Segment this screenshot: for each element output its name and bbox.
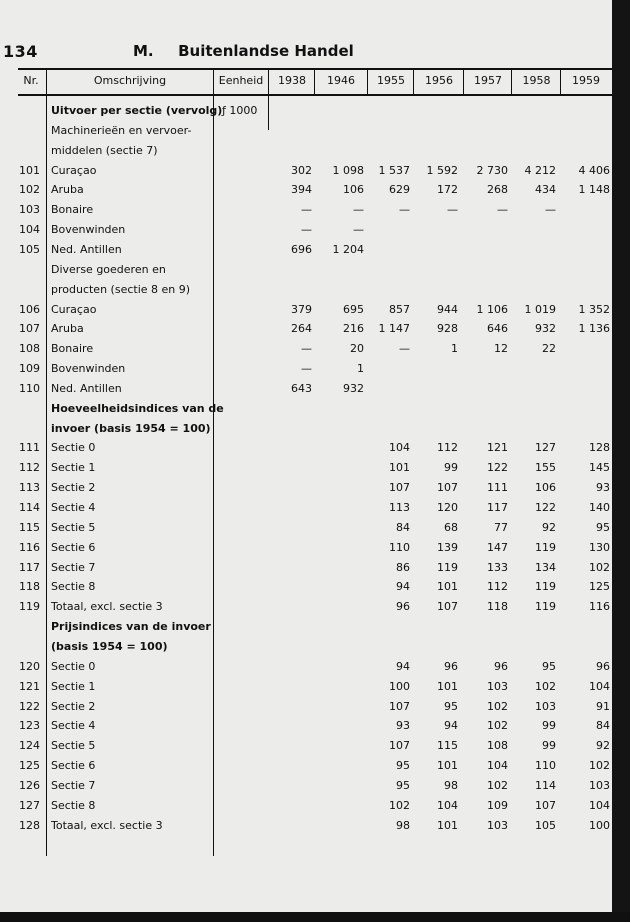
cell-1958: 434 (535, 183, 556, 197)
table-row (0, 481, 612, 501)
cell-1938: 302 (291, 163, 312, 177)
table-row (0, 660, 612, 680)
cell-1958: 99 (542, 719, 556, 733)
table-row (0, 422, 612, 442)
row-number: 112 (19, 461, 40, 475)
table-row (0, 819, 612, 839)
row-description: Totaal, excl. sectie 3 (51, 818, 163, 832)
row-number: 124 (19, 739, 40, 753)
cell-1959: 92 (596, 739, 610, 753)
cell-1956: 104 (437, 798, 458, 812)
header-bottom-rule (18, 94, 612, 96)
row-number: 120 (19, 659, 40, 673)
row-number: 126 (19, 778, 40, 792)
cell-1957: 646 (487, 322, 508, 336)
cell-1956: 101 (437, 679, 458, 693)
table-row (0, 501, 612, 521)
cell-1955: 102 (389, 798, 410, 812)
cell-1959: 1 148 (578, 183, 610, 197)
cell-1957: 12 (494, 342, 508, 356)
row-description: Totaal, excl. sectie 3 (51, 600, 163, 614)
cell-1959: 128 (589, 441, 610, 455)
cell-1955: 104 (389, 441, 410, 455)
row-description: Sectie 6 (51, 540, 96, 554)
cell-1955: 1 537 (378, 163, 410, 177)
table-row (0, 700, 612, 720)
row-description: Sectie 8 (51, 580, 96, 594)
table-row (0, 203, 612, 223)
cell-1955: 96 (396, 600, 410, 614)
cell-1955: 95 (396, 778, 410, 792)
cell-1958: 22 (542, 342, 556, 356)
table-row (0, 640, 612, 660)
cell-1958: 114 (535, 778, 556, 792)
cell-1955: 84 (396, 520, 410, 534)
cell-1946: 106 (343, 183, 364, 197)
cell-1946: 1 098 (332, 163, 364, 177)
cell-1956: 101 (437, 580, 458, 594)
cell-1946: 1 204 (332, 242, 364, 256)
cell-1957: 108 (487, 739, 508, 753)
cell-1959: 1 136 (578, 322, 610, 336)
table-row (0, 541, 612, 561)
cell-1946: 695 (343, 302, 364, 316)
cell-1946: 1 (357, 362, 364, 376)
section-letter: M. (133, 42, 154, 60)
cell-1956: 119 (437, 560, 458, 574)
cell-1959: 100 (589, 818, 610, 832)
cell-1957: 117 (487, 501, 508, 514)
col-1959: 1959 (572, 74, 600, 87)
row-number: 117 (19, 560, 40, 574)
cell-1956: 1 (451, 342, 458, 356)
cell-1958: 105 (535, 818, 556, 832)
table-row (0, 104, 612, 124)
cell-1957: 103 (487, 679, 508, 693)
cell-1938: 643 (291, 381, 312, 395)
row-description: Curaçao (51, 302, 97, 316)
cell-1938: 394 (291, 183, 312, 197)
cell-1946: 216 (343, 322, 364, 336)
row-description: Bonaire (51, 203, 94, 217)
col-description: Omschrijving (93, 74, 167, 87)
cell-1959: 140 (589, 501, 610, 514)
cell-1957: 112 (487, 580, 508, 594)
cell-1956: 115 (437, 739, 458, 753)
cell-1957: 1 106 (476, 302, 508, 316)
table-row (0, 223, 612, 243)
cell-1955: 95 (396, 759, 410, 773)
cell-1946: — (353, 203, 364, 217)
cell-1959: 125 (589, 580, 610, 594)
section-title: Buitenlandse Handel (178, 42, 354, 60)
row-description: Aruba (51, 322, 84, 336)
col-rule (413, 68, 414, 96)
page-number: 134 (3, 42, 38, 61)
row-unit: ƒ 1000 (222, 104, 258, 117)
row-description: Ned. Antillen (51, 381, 122, 395)
col-nr: Nr. (23, 74, 39, 87)
cell-1955: — (399, 203, 410, 217)
row-description: producten (sectie 8 en 9) (51, 282, 191, 296)
row-description: Hoeveelheidsindices van de (51, 401, 224, 415)
cell-1959: 1 352 (578, 302, 610, 316)
cell-1946: — (353, 223, 364, 237)
table-row (0, 303, 612, 323)
table-row (0, 600, 612, 620)
row-description: Curaçao (51, 163, 97, 177)
row-description: Ned. Antillen (51, 242, 122, 256)
row-description: invoer (basis 1954 = 100) (51, 421, 211, 435)
table-row (0, 183, 612, 203)
cell-1956: 94 (444, 719, 458, 733)
row-description: Machinerieën en vervoer- (51, 123, 192, 137)
cell-1957: 109 (487, 798, 508, 812)
cell-1956: 172 (437, 183, 458, 197)
table-row (0, 283, 612, 303)
cell-1957: 104 (487, 759, 508, 773)
table-row (0, 779, 612, 799)
col-1958: 1958 (522, 74, 551, 87)
table-row (0, 521, 612, 541)
cell-1958: 103 (535, 699, 556, 713)
row-description: Sectie 7 (51, 778, 96, 792)
cell-1946: 20 (350, 342, 364, 356)
row-description: Sectie 1 (51, 461, 96, 475)
col-1957: 1957 (474, 74, 502, 87)
row-description: Prijsindices van de invoer (51, 620, 211, 634)
row-number: 119 (19, 600, 40, 614)
cell-1959: 103 (589, 778, 610, 792)
col-unit: Eenheid (218, 74, 264, 87)
table-row (0, 263, 612, 283)
table-row (0, 124, 612, 144)
cell-1959: 93 (596, 481, 610, 495)
row-number: 123 (19, 719, 40, 733)
row-number: 115 (19, 520, 40, 534)
row-number: 111 (19, 441, 40, 455)
row-description: middelen (sectie 7) (51, 143, 158, 157)
row-description: Aruba (51, 183, 84, 197)
cell-1959: 145 (589, 461, 610, 475)
cell-1955: 629 (389, 183, 410, 197)
row-number: 105 (19, 242, 40, 256)
cell-1938: — (301, 362, 312, 376)
row-description: Sectie 2 (51, 699, 96, 713)
cell-1955: 857 (389, 302, 410, 316)
cell-1959: 116 (589, 600, 610, 614)
cell-1958: 119 (535, 540, 556, 554)
row-number: 116 (19, 540, 40, 554)
row-number: 122 (19, 699, 40, 713)
row-number: 113 (19, 481, 40, 495)
cell-1959: 130 (589, 540, 610, 554)
cell-1959: 102 (589, 759, 610, 773)
table-row (0, 441, 612, 461)
row-description: (basis 1954 = 100) (51, 639, 168, 653)
cell-1957: 268 (487, 183, 508, 197)
row-description: Bovenwinden (51, 223, 126, 237)
col-rule (463, 68, 464, 96)
col-rule (314, 68, 315, 96)
col-rule (560, 68, 561, 96)
cell-1958: 4 212 (524, 163, 556, 177)
row-description: Sectie 5 (51, 739, 96, 753)
cell-1957: 122 (487, 461, 508, 475)
cell-1957: 102 (487, 719, 508, 733)
row-description: Sectie 8 (51, 798, 96, 812)
cell-1955: 113 (389, 501, 410, 514)
table-row (0, 164, 612, 184)
row-number: 106 (19, 302, 40, 316)
table-row (0, 580, 612, 600)
row-description: Sectie 2 (51, 481, 96, 495)
cell-1938: — (301, 223, 312, 237)
table-row (0, 362, 612, 382)
col-1938: 1938 (278, 74, 306, 87)
cell-1957: 133 (487, 560, 508, 574)
cell-1956: 120 (437, 501, 458, 514)
cell-1957: 121 (487, 441, 508, 455)
cell-1938: — (301, 203, 312, 217)
row-description: Sectie 4 (51, 719, 96, 733)
cell-1959: 91 (596, 699, 610, 713)
col-1956: 1956 (425, 74, 453, 87)
row-number: 102 (19, 183, 40, 197)
table-row (0, 402, 612, 422)
cell-1957: 103 (487, 818, 508, 832)
table-row (0, 620, 612, 640)
table-row (0, 382, 612, 402)
cell-1938: 379 (291, 302, 312, 316)
table-row (0, 561, 612, 581)
cell-1955: 86 (396, 560, 410, 574)
row-description: Sectie 7 (51, 560, 96, 574)
row-number: 109 (19, 362, 40, 376)
row-number: 127 (19, 798, 40, 812)
cell-1959: 102 (589, 560, 610, 574)
cell-1955: 98 (396, 818, 410, 832)
cell-1956: 112 (437, 441, 458, 455)
cell-1956: 101 (437, 759, 458, 773)
col-rule (511, 68, 512, 96)
header-top-rule (18, 68, 612, 70)
cell-1958: 155 (535, 461, 556, 475)
cell-1955: 101 (389, 461, 410, 475)
row-number: 114 (19, 501, 40, 514)
cell-1957: 111 (487, 481, 508, 495)
table-row (0, 759, 612, 779)
table-row (0, 342, 612, 362)
cell-1958: 106 (535, 481, 556, 495)
table-row (0, 144, 612, 164)
cell-1958: 134 (535, 560, 556, 574)
cell-1959: 96 (596, 659, 610, 673)
cell-1958: 119 (535, 580, 556, 594)
cell-1958: 1 019 (524, 302, 556, 316)
cell-1955: 1 147 (378, 322, 410, 336)
cell-1957: — (497, 203, 508, 217)
cell-1955: 110 (389, 540, 410, 554)
cell-1956: 68 (444, 520, 458, 534)
scan-edge-bottom (0, 912, 630, 922)
row-description: Sectie 1 (51, 679, 96, 693)
col-1955: 1955 (377, 74, 405, 87)
cell-1958: 99 (542, 739, 556, 753)
cell-1956: 98 (444, 778, 458, 792)
row-description: Sectie 4 (51, 501, 96, 514)
page-title (133, 42, 354, 60)
cell-1957: 118 (487, 600, 508, 614)
cell-1955: — (399, 342, 410, 356)
cell-1958: 122 (535, 501, 556, 514)
cell-1956: 99 (444, 461, 458, 475)
cell-1956: 95 (444, 699, 458, 713)
cell-1957: 147 (487, 540, 508, 554)
scan-edge (612, 0, 630, 922)
cell-1957: 96 (494, 659, 508, 673)
cell-1958: 932 (535, 322, 556, 336)
cell-1958: — (545, 203, 556, 217)
cell-1938: 264 (291, 322, 312, 336)
cell-1956: 96 (444, 659, 458, 673)
row-number: 118 (19, 580, 40, 594)
cell-1959: 104 (589, 679, 610, 693)
table-row (0, 680, 612, 700)
row-number: 107 (19, 322, 40, 336)
cell-1957: 77 (494, 520, 508, 534)
cell-1946: 932 (343, 381, 364, 395)
cell-1955: 100 (389, 679, 410, 693)
cell-1958: 102 (535, 679, 556, 693)
cell-1959: 104 (589, 798, 610, 812)
cell-1956: 101 (437, 818, 458, 832)
col-rule (367, 68, 368, 96)
cell-1959: 4 406 (578, 163, 610, 177)
cell-1957: 2 730 (476, 163, 508, 177)
cell-1955: 107 (389, 481, 410, 495)
row-description: Uitvoer per sectie (vervolg) (51, 104, 223, 117)
col-1946: 1946 (327, 74, 355, 87)
row-number: 103 (19, 203, 40, 217)
table-row (0, 461, 612, 481)
row-number: 104 (19, 223, 40, 237)
cell-1955: 107 (389, 699, 410, 713)
row-number: 110 (19, 381, 40, 395)
cell-1958: 127 (535, 441, 556, 455)
col-rule (213, 68, 214, 96)
row-description: Bonaire (51, 342, 94, 356)
table-row (0, 243, 612, 263)
cell-1958: 119 (535, 600, 556, 614)
table-row (0, 322, 612, 342)
col-rule (268, 68, 269, 96)
table-row (0, 719, 612, 739)
cell-1957: 102 (487, 778, 508, 792)
row-description: Sectie 0 (51, 441, 96, 455)
cell-1938: — (301, 342, 312, 356)
cell-1958: 107 (535, 798, 556, 812)
row-number: 108 (19, 342, 40, 356)
cell-1956: 107 (437, 481, 458, 495)
row-number: 125 (19, 759, 40, 773)
row-description: Sectie 0 (51, 659, 96, 673)
cell-1956: 107 (437, 600, 458, 614)
cell-1959: 95 (596, 520, 610, 534)
cell-1956: 1 592 (426, 163, 458, 177)
row-description: Sectie 6 (51, 759, 96, 773)
cell-1958: 92 (542, 520, 556, 534)
cell-1955: 107 (389, 739, 410, 753)
cell-1938: 696 (291, 242, 312, 256)
row-description: Diverse goederen en (51, 262, 166, 276)
row-description: Sectie 5 (51, 520, 96, 534)
cell-1958: 110 (535, 759, 556, 773)
cell-1955: 94 (396, 580, 410, 594)
row-number: 101 (19, 163, 40, 177)
cell-1958: 95 (542, 659, 556, 673)
cell-1957: 102 (487, 699, 508, 713)
table-row (0, 739, 612, 759)
cell-1955: 94 (396, 659, 410, 673)
cell-1956: 139 (437, 540, 458, 554)
cell-1956: 928 (437, 322, 458, 336)
table-row (0, 799, 612, 819)
cell-1959: 84 (596, 719, 610, 733)
cell-1956: — (447, 203, 458, 217)
row-description: Bovenwinden (51, 362, 126, 376)
cell-1955: 93 (396, 719, 410, 733)
row-number: 121 (19, 679, 40, 693)
row-number: 128 (19, 818, 40, 832)
cell-1956: 944 (437, 302, 458, 316)
